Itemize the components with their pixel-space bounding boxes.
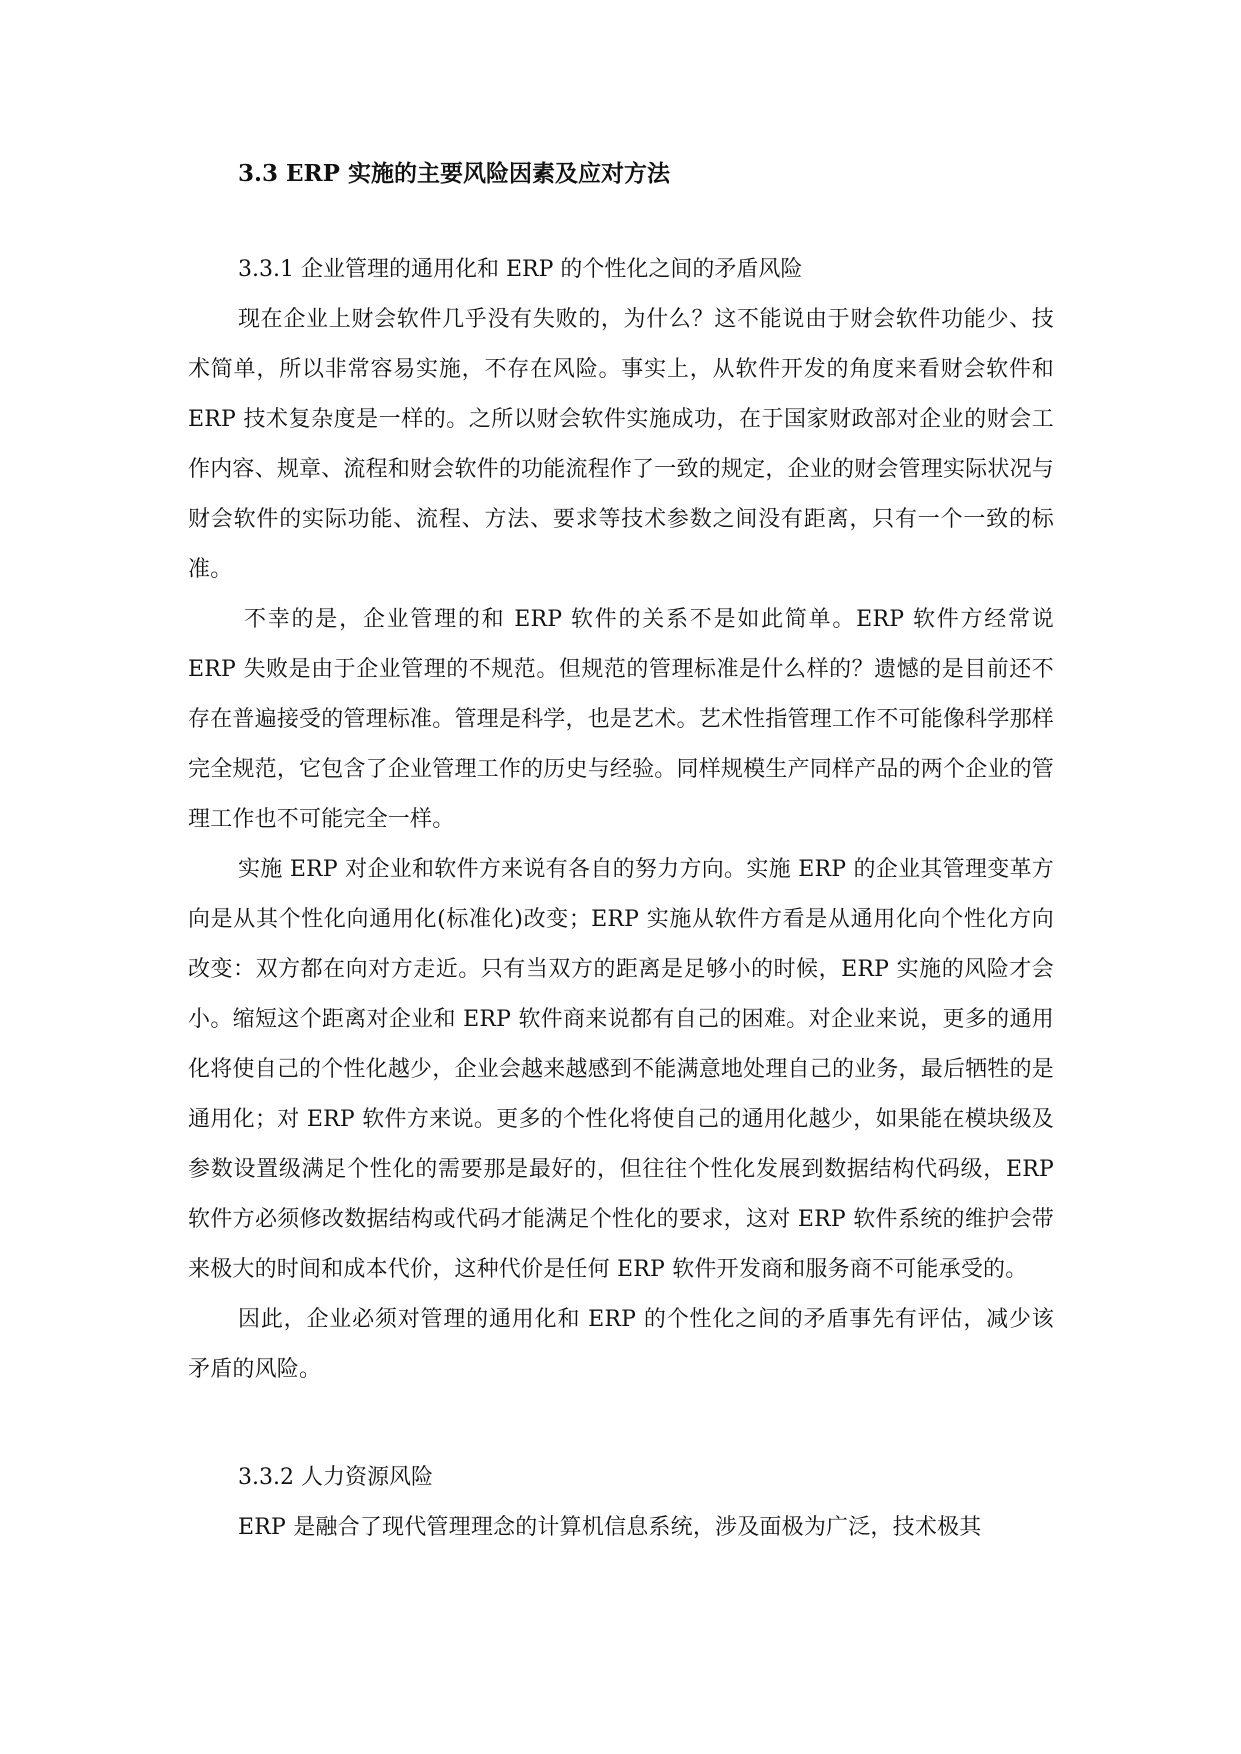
paragraph: ERP 是融合了现代管理理念的计算机信息系统，涉及面极为广泛，技术极其	[238, 1515, 982, 1540]
subsection-title-2: 3.3.2 人力资源风险	[238, 1465, 433, 1490]
paragraph: 不幸的是，企业管理的和 ERP 软件的关系不是如此简单。ERP 软件方经常说 ERP 失败是由于企业管理的不规范。但规范的管理标准是什么样的？遗憾的是目前还不存在普遍接受的管理标准。管理是科学，也是艺术。艺术性指管理工作不可能像科学那样完全规范，它包含了企业管理工作的历史与经验。同样规模生产同样产品的两个企业的管理工作也不可能完全一样。	[188, 607, 1054, 832]
spacer	[188, 190, 1054, 254]
page-content	[188, 158, 1054, 1553]
subsection-title-1: 3.3.1 企业管理的通用化和 ERP 的个性化之间的矛盾风险	[238, 257, 803, 282]
spacer	[188, 1395, 1054, 1462]
paragraph: 现在企业上财会软件几乎没有失败的，为什么？这不能说由于财会软件功能少、技术简单，所以非常容易实施，不存在风险。事实上，从软件开发的角度来看财会软件和 ERP 技术复杂度是一样的。之所以财会软件实施成功，在于国家财政部对企业的财会工作内容、规章、流程和财会软件的功能流程作了一致的规定，企业的财会管理实际状况与财会软件的实际功能、流程、方法、要求等技术参数之间没有距离，只有一个一致的标准。	[188, 307, 1054, 582]
paragraph: 因此，企业必须对管理的通用化和 ERP 的个性化之间的矛盾事先有评估，减少该矛盾的风险。	[188, 1307, 1054, 1382]
spacer	[188, 286, 1054, 295]
section-title: 3.3 ERP 实施的主要风险因素及应对方法	[238, 160, 670, 187]
paragraph: 实施 ERP 对企业和软件方来说有各自的努力方向。实施 ERP 的企业其管理变革方向是从其个性化向通用化(标准化)改变；ERP 实施从软件方看是从通用化向个性化方向改变：双方都在向对方走近。只有当双方的距离是足够小的时候，ERP 实施的风险才会小。缩短这个距离对企业和 ERP 软件商来说都有自己的困难。对企业来说，更多的通用化将使自己的个性化越少，企业会越来越感到不能满意地处理自己的业务，最后牺牲的是通用化；对 ERP 软件方来说。更多的个性化将使自己的通用化越少，如果能在模块级及参数设置级满足个性化的需要那是最好的，但往往个性化发展到数据结构代码级，ERP 软件方必须修改数据结构或代码才能满足个性化的要求，这对 ERP 软件系统的维护会带来极大的时间和成本代价，这种代价是任何 ERP 软件开发商和服务商不可能承受的。	[188, 857, 1054, 1282]
spacer	[188, 1494, 1054, 1503]
